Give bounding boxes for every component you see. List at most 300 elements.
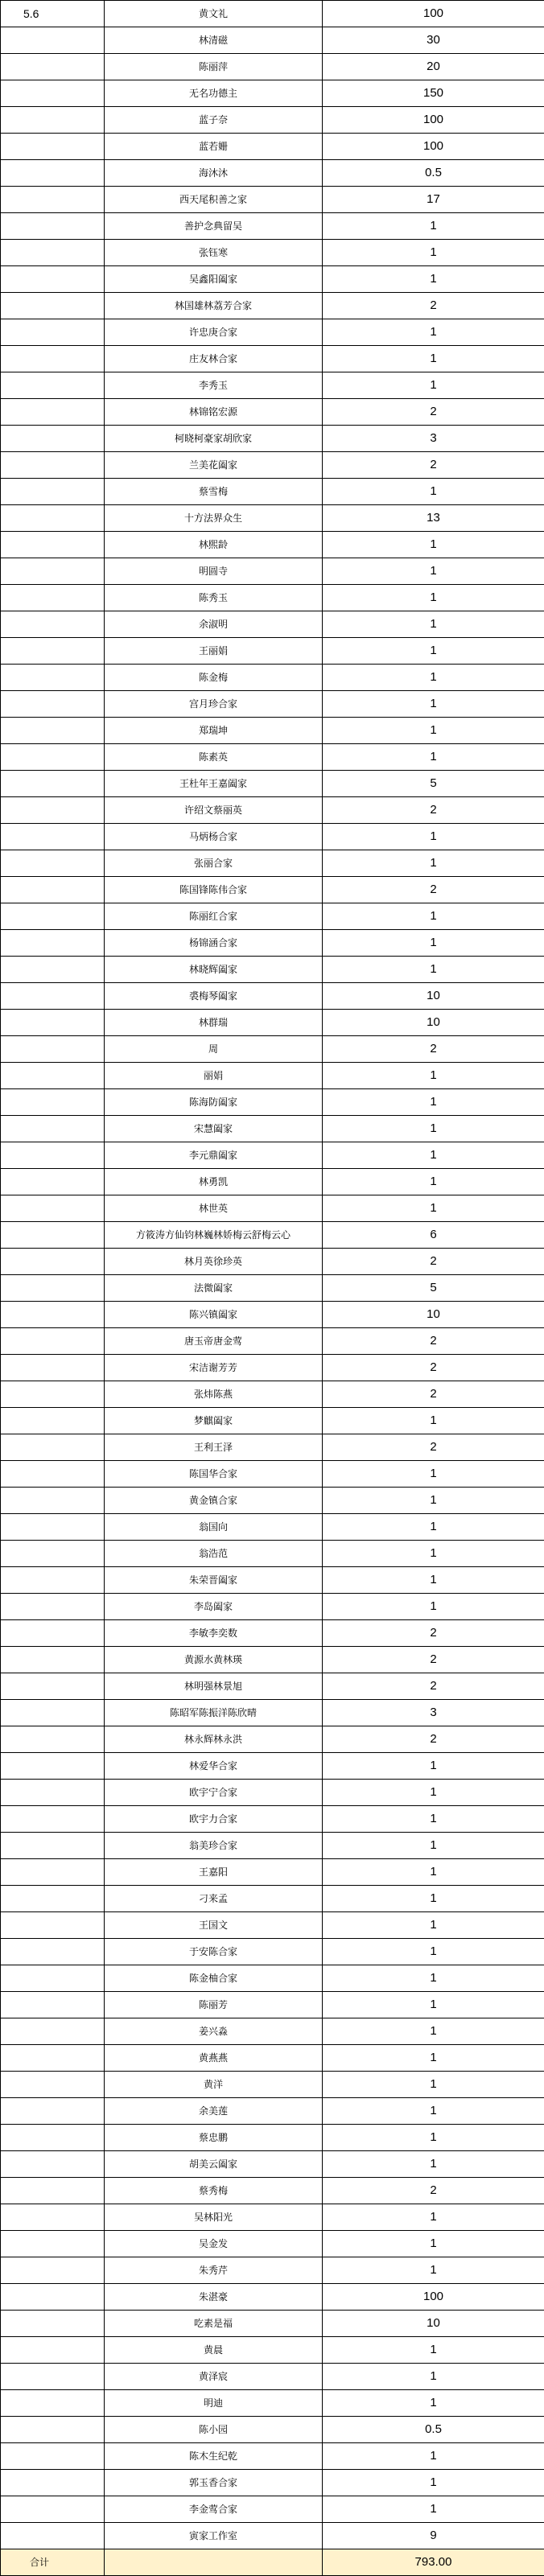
amount-cell: 1 — [323, 346, 544, 372]
table-row — [1, 983, 544, 1010]
amount-cell: 2 — [323, 1328, 544, 1355]
amount-cell: 2 — [323, 1355, 544, 1381]
date-cell-empty — [1, 372, 105, 399]
table-row — [1, 2098, 544, 2125]
amount-cell: 2 — [323, 797, 544, 824]
table-row — [1, 2390, 544, 2417]
amount-cell: 1 — [323, 1541, 544, 1567]
table-row — [1, 1195, 544, 1222]
date-cell-empty — [1, 2364, 105, 2390]
date-cell-empty — [1, 134, 105, 160]
date-cell-empty — [1, 2470, 105, 2496]
donor-name-cell: 林勇凯 — [105, 1169, 323, 1195]
table-row — [1, 1567, 544, 1594]
date-cell-empty — [1, 1647, 105, 1673]
amount-cell: 2 — [323, 1620, 544, 1647]
amount-cell: 1 — [323, 1780, 544, 1806]
amount-cell: 9 — [323, 2523, 544, 2549]
date-cell-empty — [1, 957, 105, 983]
donor-name-cell: 陈木生纪乾 — [105, 2443, 323, 2470]
amount-cell: 2 — [323, 1381, 544, 1408]
table-row — [1, 1063, 544, 1089]
amount-cell: 10 — [323, 1302, 544, 1328]
donor-name-cell: 林锦铭宏源 — [105, 399, 323, 426]
date-cell-empty — [1, 266, 105, 293]
date-cell-empty — [1, 2018, 105, 2045]
table-row — [1, 1541, 544, 1567]
amount-cell: 1 — [323, 1488, 544, 1514]
date-cell-empty — [1, 2204, 105, 2231]
table-row — [1, 1673, 544, 1700]
table-row — [1, 293, 544, 319]
donor-name-cell: 明圆寺 — [105, 558, 323, 585]
amount-cell: 1 — [323, 957, 544, 983]
date-cell-empty — [1, 744, 105, 771]
table-row — [1, 638, 544, 665]
date-cell-empty — [1, 2284, 105, 2311]
amount-cell: 1 — [323, 213, 544, 240]
table-row — [1, 2072, 544, 2098]
amount-cell: 17 — [323, 187, 544, 213]
table-row — [1, 2284, 544, 2311]
table-row — [1, 611, 544, 638]
donor-name-cell: 黄源水黄林瑛 — [105, 1647, 323, 1673]
donor-name-cell: 寅家工作室 — [105, 2523, 323, 2549]
date-cell-empty — [1, 2045, 105, 2072]
date-cell-empty — [1, 1302, 105, 1328]
table-row — [1, 1010, 544, 1036]
donor-name-cell: 于安陈合家 — [105, 1939, 323, 1965]
donation-rows — [1, 1, 544, 2549]
donor-name-cell: 王嘉阳 — [105, 1859, 323, 1886]
date-cell-empty — [1, 1275, 105, 1302]
table-row — [1, 479, 544, 505]
donor-name-cell: 陈国华合家 — [105, 1461, 323, 1488]
date-cell-empty — [1, 691, 105, 718]
donor-name-cell: 王丽娟 — [105, 638, 323, 665]
date-cell-empty — [1, 1965, 105, 1992]
table-row — [1, 744, 544, 771]
date-cell-empty — [1, 824, 105, 850]
amount-cell: 1 — [323, 1461, 544, 1488]
amount-cell: 2 — [323, 1434, 544, 1461]
table-row — [1, 399, 544, 426]
date-cell-empty — [1, 638, 105, 665]
table-row — [1, 1939, 544, 1965]
amount-cell: 1 — [323, 1833, 544, 1859]
donor-name-cell: 林清磁 — [105, 27, 323, 54]
donor-name-cell: 姜兴淼 — [105, 2018, 323, 2045]
amount-cell: 1 — [323, 1912, 544, 1939]
amount-cell: 1 — [323, 1965, 544, 1992]
date-cell-empty — [1, 1488, 105, 1514]
date-cell-empty — [1, 1461, 105, 1488]
amount-cell: 1 — [323, 1859, 544, 1886]
date-cell-empty — [1, 1514, 105, 1541]
amount-cell: 1 — [323, 2231, 544, 2257]
amount-cell: 3 — [323, 426, 544, 452]
donor-name-cell: 裘梅琴阖家 — [105, 983, 323, 1010]
date-cell-empty — [1, 797, 105, 824]
donor-name-cell: 林煕龄 — [105, 532, 323, 558]
amount-cell: 1 — [323, 691, 544, 718]
date-cell: 5.6 — [1, 1, 105, 27]
donor-name-cell: 海沐沐 — [105, 160, 323, 187]
donor-name-cell: 柯晓柯豪家胡欣家 — [105, 426, 323, 452]
amount-cell: 2 — [323, 877, 544, 903]
donor-name-cell: 明迪 — [105, 2390, 323, 2417]
donor-name-cell: 蔡忠鹏 — [105, 2125, 323, 2151]
donor-name-cell: 善护念典留吴 — [105, 213, 323, 240]
donor-name-cell: 王利王泽 — [105, 1434, 323, 1461]
amount-cell: 1 — [323, 479, 544, 505]
donor-name-cell: 王国文 — [105, 1912, 323, 1939]
amount-cell: 0.5 — [323, 160, 544, 187]
donor-name-cell: 吴鑫阳阖家 — [105, 266, 323, 293]
amount-cell: 1 — [323, 665, 544, 691]
date-cell-empty — [1, 1912, 105, 1939]
date-cell-empty — [1, 1806, 105, 1833]
donor-name-cell: 西天尾积善之家 — [105, 187, 323, 213]
amount-cell: 1 — [323, 240, 544, 266]
table-row — [1, 2417, 544, 2443]
table-row — [1, 771, 544, 797]
table-row — [1, 665, 544, 691]
donor-name-cell: 陈秀玉 — [105, 585, 323, 611]
donor-name-cell: 李金莺合家 — [105, 2496, 323, 2523]
donor-name-cell: 李岛阖家 — [105, 1594, 323, 1620]
date-cell-empty — [1, 2072, 105, 2098]
amount-cell: 1 — [323, 2045, 544, 2072]
amount-cell: 1 — [323, 2443, 544, 2470]
table-row — [1, 1089, 544, 1116]
date-cell-empty — [1, 1328, 105, 1355]
donor-name-cell: 蓝子奈 — [105, 107, 323, 134]
table-row — [1, 532, 544, 558]
table-row — [1, 160, 544, 187]
amount-cell: 1 — [323, 2072, 544, 2098]
date-cell-empty — [1, 1700, 105, 1726]
table-row — [1, 1275, 544, 1302]
table-row — [1, 2496, 544, 2523]
donor-name-cell: 杨锦涵合家 — [105, 930, 323, 957]
table-row — [1, 718, 544, 744]
amount-cell: 1 — [323, 2098, 544, 2125]
table-row — [1, 930, 544, 957]
amount-cell: 1 — [323, 2257, 544, 2284]
date-cell-empty — [1, 1089, 105, 1116]
table-row — [1, 240, 544, 266]
donor-name-cell: 李秀玉 — [105, 372, 323, 399]
amount-cell: 1 — [323, 1514, 544, 1541]
donor-name-cell: 陈海防阖家 — [105, 1089, 323, 1116]
date-cell-empty — [1, 452, 105, 479]
donor-name-cell: 蓝若姗 — [105, 134, 323, 160]
amount-cell: 1 — [323, 824, 544, 850]
amount-cell: 1 — [323, 2470, 544, 2496]
table-row — [1, 2337, 544, 2364]
donor-name-cell: 林国雄林荔芳合家 — [105, 293, 323, 319]
table-row — [1, 1434, 544, 1461]
donor-name-cell: 吴林阳光 — [105, 2204, 323, 2231]
amount-cell: 1 — [323, 1567, 544, 1594]
table-row — [1, 1886, 544, 1912]
donor-name-cell: 欧宇力合家 — [105, 1806, 323, 1833]
date-cell-empty — [1, 2417, 105, 2443]
table-row — [1, 558, 544, 585]
amount-cell: 2 — [323, 1036, 544, 1063]
donor-name-cell: 朱荣晋阖家 — [105, 1567, 323, 1594]
table-row — [1, 1726, 544, 1753]
date-cell-empty — [1, 1833, 105, 1859]
donor-name-cell: 陈小园 — [105, 2417, 323, 2443]
donor-name-cell: 张炜陈燕 — [105, 1381, 323, 1408]
table-row — [1, 452, 544, 479]
total-label: 合计 — [1, 2549, 105, 2576]
amount-cell: 2 — [323, 1726, 544, 1753]
date-cell-empty — [1, 771, 105, 797]
amount-cell: 10 — [323, 1010, 544, 1036]
amount-cell: 1 — [323, 532, 544, 558]
donor-name-cell: 法微阖家 — [105, 1275, 323, 1302]
donor-name-cell: 丽娟 — [105, 1063, 323, 1089]
donor-name-cell: 刁来孟 — [105, 1886, 323, 1912]
amount-cell: 1 — [323, 930, 544, 957]
table-row — [1, 1700, 544, 1726]
table-row — [1, 2257, 544, 2284]
amount-cell: 1 — [323, 1992, 544, 2018]
donor-name-cell: 陈金梅 — [105, 665, 323, 691]
table-row — [1, 2204, 544, 2231]
amount-cell: 1 — [323, 558, 544, 585]
donor-name-cell: 宫月珍合家 — [105, 691, 323, 718]
amount-cell: 1 — [323, 2390, 544, 2417]
table-row — [1, 1328, 544, 1355]
date-cell-empty — [1, 240, 105, 266]
donor-name-cell: 张钰寒 — [105, 240, 323, 266]
table-row — [1, 1753, 544, 1780]
date-cell-empty — [1, 27, 105, 54]
table-row — [1, 27, 544, 54]
date-cell-empty — [1, 1222, 105, 1249]
table-row — [1, 957, 544, 983]
amount-cell: 150 — [323, 80, 544, 107]
donor-name-cell: 蔡雪梅 — [105, 479, 323, 505]
date-cell-empty — [1, 426, 105, 452]
date-cell-empty — [1, 1195, 105, 1222]
date-cell-empty — [1, 877, 105, 903]
amount-cell: 13 — [323, 505, 544, 532]
table-row — [1, 1965, 544, 1992]
amount-cell: 10 — [323, 983, 544, 1010]
donor-name-cell: 无名功德主 — [105, 80, 323, 107]
amount-cell: 0.5 — [323, 2417, 544, 2443]
date-cell-empty — [1, 1063, 105, 1089]
amount-cell: 1 — [323, 2496, 544, 2523]
amount-cell: 2 — [323, 293, 544, 319]
donor-name-cell: 翁美珍合家 — [105, 1833, 323, 1859]
date-cell-empty — [1, 1434, 105, 1461]
donor-name-cell: 李元鼎阖家 — [105, 1142, 323, 1169]
date-cell-empty — [1, 1939, 105, 1965]
donor-name-cell: 陈兴镇阖家 — [105, 1302, 323, 1328]
amount-cell: 1 — [323, 1939, 544, 1965]
date-cell-empty — [1, 2151, 105, 2178]
date-cell-empty — [1, 903, 105, 930]
amount-cell: 2 — [323, 1249, 544, 1275]
amount-cell: 1 — [323, 2125, 544, 2151]
date-cell-empty — [1, 80, 105, 107]
date-cell-empty — [1, 54, 105, 80]
table-row — [1, 1036, 544, 1063]
donor-name-cell: 朱秀芹 — [105, 2257, 323, 2284]
date-cell-empty — [1, 1142, 105, 1169]
table-row — [1, 266, 544, 293]
table-row — [1, 2311, 544, 2337]
donor-name-cell: 陈金柚合家 — [105, 1965, 323, 1992]
date-cell-empty — [1, 2178, 105, 2204]
table-row — [1, 1912, 544, 1939]
donor-name-cell: 郭玉香合家 — [105, 2470, 323, 2496]
table-row — [1, 2523, 544, 2549]
donor-name-cell: 方筱涛方仙钧林巍林娇梅云舒梅云心 — [105, 1222, 323, 1249]
date-cell-empty — [1, 1753, 105, 1780]
table-row — [1, 1992, 544, 2018]
date-cell-empty — [1, 1381, 105, 1408]
date-cell-empty — [1, 2390, 105, 2417]
table-row — [1, 1806, 544, 1833]
date-cell-empty — [1, 2231, 105, 2257]
table-row — [1, 2178, 544, 2204]
donor-name-cell: 陈素英 — [105, 744, 323, 771]
table-row — [1, 850, 544, 877]
table-row — [1, 1302, 544, 1328]
amount-cell: 2 — [323, 1647, 544, 1673]
amount-cell: 2 — [323, 399, 544, 426]
table-row — [1, 1859, 544, 1886]
date-cell-empty — [1, 930, 105, 957]
table-row — [1, 2470, 544, 2496]
table-row — [1, 426, 544, 452]
donor-name-cell: 翁国向 — [105, 1514, 323, 1541]
amount-cell: 1 — [323, 372, 544, 399]
date-cell-empty — [1, 718, 105, 744]
date-cell-empty — [1, 1673, 105, 1700]
donor-name-cell: 十方法界众生 — [105, 505, 323, 532]
donor-name-cell: 余美莲 — [105, 2098, 323, 2125]
donor-name-cell: 郑瑞坤 — [105, 718, 323, 744]
amount-cell: 1 — [323, 2204, 544, 2231]
table-row — [1, 1488, 544, 1514]
date-cell-empty — [1, 1859, 105, 1886]
table-row — [1, 585, 544, 611]
donor-name-cell: 张丽合家 — [105, 850, 323, 877]
amount-cell: 1 — [323, 585, 544, 611]
date-cell-empty — [1, 1169, 105, 1195]
date-cell-empty — [1, 2443, 105, 2470]
donor-name-cell: 陈昭军陈振洋陈欣晴 — [105, 1700, 323, 1726]
amount-cell: 100 — [323, 134, 544, 160]
date-cell-empty — [1, 160, 105, 187]
amount-cell: 1 — [323, 1806, 544, 1833]
date-cell-empty — [1, 2125, 105, 2151]
donor-name-cell: 余淑明 — [105, 611, 323, 638]
amount-cell: 1 — [323, 638, 544, 665]
table-row — [1, 134, 544, 160]
donor-name-cell: 林世英 — [105, 1195, 323, 1222]
table-row — [1, 2364, 544, 2390]
donor-name-cell: 许忠庚合家 — [105, 319, 323, 346]
date-cell-empty — [1, 1780, 105, 1806]
donor-name-cell: 梦麒阖家 — [105, 1408, 323, 1434]
date-cell-empty — [1, 2311, 105, 2337]
amount-cell: 1 — [323, 1142, 544, 1169]
date-cell-empty — [1, 505, 105, 532]
table-row — [1, 1381, 544, 1408]
donor-name-cell: 马炳杨合家 — [105, 824, 323, 850]
amount-cell: 1 — [323, 850, 544, 877]
table-row — [1, 2151, 544, 2178]
amount-cell: 1 — [323, 1063, 544, 1089]
amount-cell: 1 — [323, 1089, 544, 1116]
amount-cell: 1 — [323, 2151, 544, 2178]
donor-name-cell: 黄泽宸 — [105, 2364, 323, 2390]
date-cell-empty — [1, 2523, 105, 2549]
amount-cell: 100 — [323, 1, 544, 27]
amount-cell: 1 — [323, 611, 544, 638]
amount-cell: 100 — [323, 2284, 544, 2311]
amount-cell: 3 — [323, 1700, 544, 1726]
amount-cell: 1 — [323, 744, 544, 771]
donor-name-cell: 黄金镇合家 — [105, 1488, 323, 1514]
table-row — [1, 1833, 544, 1859]
donor-name-cell: 李敏李奕数 — [105, 1620, 323, 1647]
table-row — [1, 80, 544, 107]
table-row — [1, 2018, 544, 2045]
date-cell-empty — [1, 532, 105, 558]
table-row — [1, 1408, 544, 1434]
date-cell-empty — [1, 585, 105, 611]
donor-name-cell: 林明强林景旭 — [105, 1673, 323, 1700]
table-row — [1, 1, 544, 27]
amount-cell: 1 — [323, 266, 544, 293]
table-row — [1, 797, 544, 824]
amount-cell: 20 — [323, 54, 544, 80]
amount-cell: 2 — [323, 2178, 544, 2204]
table-row — [1, 824, 544, 850]
table-row — [1, 877, 544, 903]
date-cell-empty — [1, 1594, 105, 1620]
table-row — [1, 1780, 544, 1806]
donor-name-cell: 陈丽萍 — [105, 54, 323, 80]
donor-name-cell: 林爱华合家 — [105, 1753, 323, 1780]
table-row — [1, 903, 544, 930]
total-amount: 793.00 — [323, 2549, 544, 2576]
date-cell-empty — [1, 187, 105, 213]
table-row — [1, 187, 544, 213]
amount-cell: 1 — [323, 319, 544, 346]
donor-name-cell: 胡美云阖家 — [105, 2151, 323, 2178]
total-row — [1, 2549, 544, 2576]
table-row — [1, 691, 544, 718]
date-cell-empty — [1, 850, 105, 877]
date-cell-empty — [1, 558, 105, 585]
amount-cell: 1 — [323, 903, 544, 930]
donor-name-cell: 陈丽红合家 — [105, 903, 323, 930]
donor-name-cell: 吃素是福 — [105, 2311, 323, 2337]
date-cell-empty — [1, 1567, 105, 1594]
donor-name-cell: 宋慧阖家 — [105, 1116, 323, 1142]
